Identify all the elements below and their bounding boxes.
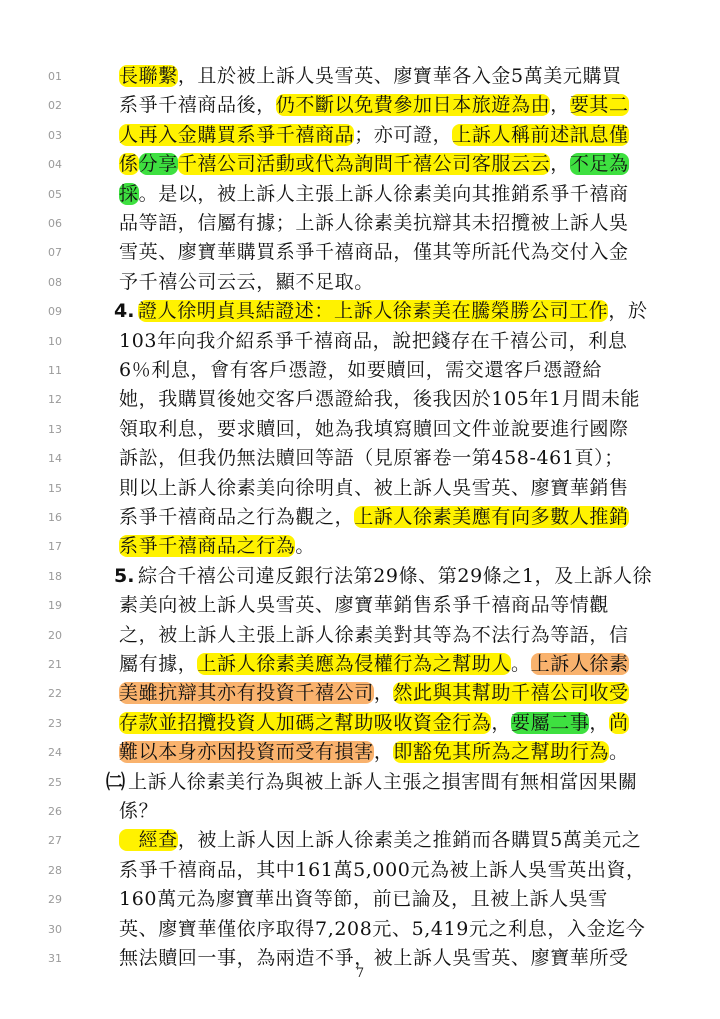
document-line [0, 297, 720, 326]
line-text [119, 591, 609, 620]
line-number: 22 [48, 687, 62, 701]
line-number: 26 [48, 805, 62, 818]
line-number: 15 [48, 481, 62, 495]
highlighted-text: 然此與其幫助千禧公司收受 [393, 682, 629, 705]
line-number: 13 [48, 422, 62, 436]
document-line [0, 532, 720, 561]
highlighted-text: 採 [119, 182, 139, 205]
list-marker: ㈡ [106, 770, 126, 793]
line-text [119, 885, 608, 914]
document-line [0, 768, 720, 797]
highlighted-text: 上訴人徐素美應有向多數人推銷 [354, 506, 629, 528]
document-line [0, 444, 720, 473]
document-line [0, 268, 720, 297]
document-line [0, 238, 720, 267]
highlighted-text: 人再入金購買系爭千禧商品 [119, 123, 355, 146]
document-line [0, 797, 720, 826]
line-number: 07 [48, 246, 62, 260]
highlighted-text: 要屬二事 [511, 711, 590, 734]
line-text [119, 415, 629, 444]
document-line [0, 91, 720, 120]
document-line [0, 650, 720, 679]
line-number: 14 [48, 452, 62, 466]
highlighted-text: 即豁免其所為之幫助行為 [393, 741, 610, 764]
text-segment: 。 [511, 653, 531, 675]
line-text [119, 621, 629, 650]
highlighted-text: 難以本身亦因投資而受有損害 [119, 741, 374, 764]
line-number: 21 [48, 658, 62, 671]
text-segment: ，被上訴人因上訴人徐素美之推銷而各購買5萬美元之 [177, 829, 642, 852]
line-text [138, 297, 648, 326]
line-number: 27 [48, 834, 62, 848]
text-segment: 雪英、廖寶華購買系爭千禧商品，僅其等所託代為交付入金 [119, 241, 629, 264]
line-number: 28 [48, 863, 62, 877]
text-segment: 6％利息，會有客戶憑證，如要贖回，需交還客戶憑證給 [119, 359, 603, 381]
text-segment: 係？ [119, 800, 159, 822]
line-text [119, 150, 629, 179]
text-segment: 上訴人徐素美行為與被上訴人主張之損害間有無相當因果關 [128, 770, 638, 793]
document-line [0, 62, 720, 91]
text-segment: ，於 [608, 300, 648, 323]
line-number: 29 [48, 893, 62, 907]
text-segment: 綜合千禧公司違反銀行法第29條、第29條之1，及上訴人徐 [138, 564, 653, 587]
document-line [0, 885, 720, 914]
line-text [119, 444, 624, 473]
document-line [0, 503, 720, 532]
text-segment: ， [373, 741, 394, 764]
highlighted-text: 千禧公司活動或代為詢問千禧公司客服云云 [177, 153, 551, 176]
line-number: 12 [48, 393, 62, 407]
line-text [119, 121, 629, 150]
highlighted-text: 證人徐明貞具結證述：上訴人徐素美在騰榮勝公司工作 [138, 300, 609, 323]
highlighted-text: 美雖抗辯其亦有投資千禧公司 [119, 682, 374, 705]
text-segment: ， [373, 682, 394, 705]
text-segment: 之，被上訴人主張上訴人徐素美對其等為不法行為等語，信 [119, 623, 629, 646]
text-segment: 。 [295, 535, 316, 558]
line-number: 18 [48, 569, 62, 583]
text-segment: 103年向我介紹系爭千禧商品，說把錢存在千禧公司，利息 [119, 329, 628, 352]
highlighted-text: 上訴人徐素美應為侵權行為之幫助人 [197, 653, 512, 675]
line-text [119, 679, 629, 708]
line-number: 23 [48, 716, 62, 730]
line-text [138, 562, 652, 591]
document-line [0, 562, 720, 591]
document-line [0, 180, 720, 209]
line-text [119, 826, 641, 855]
text-segment: 系爭千禧商品之行為觀之， [119, 506, 355, 528]
line-number: 16 [48, 511, 62, 524]
line-text [119, 62, 622, 91]
line-number: 19 [48, 599, 62, 613]
line-number: 24 [48, 746, 62, 760]
text-segment: 她，我購買後她交客戶憑證給我，後我因於105年1月間未能 [119, 388, 641, 411]
list-marker: 5. [114, 564, 135, 587]
text-segment: 系爭千禧商品，其中161萬5,000元為被上訴人吳雪英出資， [119, 858, 646, 881]
line-number: 30 [48, 922, 62, 936]
line-number: 25 [48, 775, 62, 789]
text-segment: 訴訟，但我仍無法贖回等語（見原審卷一第458-461頁）； [119, 447, 624, 470]
line-number: 05 [48, 187, 62, 201]
line-number: 20 [48, 628, 62, 642]
document-line [0, 591, 720, 620]
text-segment: 無法贖回一事，為兩造不爭，被上訴人吳雪英、廖寶華所受 [119, 947, 629, 969]
line-text [119, 356, 602, 385]
highlighted-text: 系爭千禧商品之行為 [119, 535, 296, 558]
line-text [128, 768, 638, 797]
document-line [0, 385, 720, 414]
document-line [0, 474, 720, 503]
line-text [119, 503, 629, 532]
document-line [0, 621, 720, 650]
text-segment: 系爭千禧商品後， [119, 94, 276, 117]
highlighted-text: 係 [119, 153, 139, 176]
document-line [0, 327, 720, 356]
text-segment: 160萬元為廖寶華出資等節，前已論及，且被上訴人吳雪 [119, 888, 608, 911]
line-text [119, 238, 629, 267]
text-segment: ， [550, 94, 570, 117]
text-segment: ， [550, 153, 570, 176]
line-number: 31 [48, 952, 62, 965]
document-line [0, 415, 720, 444]
text-segment: 品等語，信屬有據；上訴人徐素美抗辯其未招攬被上訴人吳 [119, 212, 629, 234]
line-text [119, 709, 629, 738]
line-number: 09 [48, 305, 62, 319]
line-number: 08 [48, 275, 62, 289]
document-line [0, 209, 720, 238]
text-segment: ，且於被上訴人吳雪英、廖寶華各入金5萬美元購買 [177, 65, 622, 87]
text-segment: 。 [609, 741, 629, 764]
line-number: 17 [48, 540, 62, 554]
line-text [119, 797, 158, 826]
document-line [0, 915, 720, 944]
document-line [0, 826, 720, 855]
line-number: 01 [48, 70, 62, 83]
document-line [0, 738, 720, 767]
document-line [0, 709, 720, 738]
text-segment: ；亦可證， [354, 123, 453, 146]
text-segment: ， [491, 711, 512, 734]
line-text [119, 856, 646, 885]
line-text [119, 327, 627, 356]
line-text [119, 650, 629, 679]
highlighted-text: 上訴人稱前述訊息僅 [452, 123, 629, 146]
text-segment: 素美向被上訴人吳雪英、廖寶華銷售系爭千禧商品等情觀 [119, 594, 610, 617]
highlighted-text: 不足為 [569, 153, 629, 176]
line-number: 11 [48, 364, 62, 377]
line-text [119, 738, 629, 767]
text-segment: 屬有據， [119, 653, 198, 675]
line-text [119, 180, 629, 209]
highlighted-text: 分享 [138, 153, 178, 176]
highlighted-text: 仍不斷以免費參加日本旅遊為由 [275, 94, 551, 117]
line-number: 02 [48, 99, 62, 113]
list-marker: 4. [114, 300, 135, 323]
highlighted-text: 要其二 [569, 94, 629, 117]
text-segment: 英、廖寶華僅依序取得7,208元、5,419元之利息，入金迄今 [119, 917, 646, 940]
line-number: 06 [48, 217, 62, 230]
text-segment: ， [589, 711, 610, 734]
text-segment: 予千禧公司云云，顯不足取。 [119, 270, 374, 293]
highlighted-text: 尚 [609, 711, 629, 734]
document-line [0, 856, 720, 885]
line-text [119, 532, 315, 561]
line-number: 03 [48, 128, 62, 142]
line-text [119, 915, 645, 944]
highlighted-text: 存款並招攬投資人加碼之幫助吸收資金行為 [119, 711, 492, 734]
text-segment: 則以上訴人徐素美向徐明貞、被上訴人吳雪英、廖寶華銷售 [119, 476, 629, 499]
line-text [119, 474, 629, 503]
document-line [0, 356, 720, 385]
text-segment: 。是以，被上訴人主張上訴人徐素美向其推銷系爭千禧商 [138, 182, 629, 205]
line-text [119, 385, 640, 414]
text-segment: 領取利息，要求贖回，她為我填寫贖回文件並說要進行國際 [119, 417, 629, 440]
line-text [119, 91, 629, 120]
page-number: 7 [355, 966, 365, 981]
highlighted-text: 長聯繫 [119, 65, 178, 87]
line-text [119, 268, 374, 297]
line-text [119, 209, 629, 238]
highlighted-text: 上訴人徐素 [530, 653, 629, 675]
highlighted-text: 經查 [119, 829, 178, 852]
document-line [0, 150, 720, 179]
line-number: 10 [48, 334, 62, 348]
document-line [0, 679, 720, 708]
line-number: 04 [48, 158, 62, 172]
document-line [0, 121, 720, 150]
